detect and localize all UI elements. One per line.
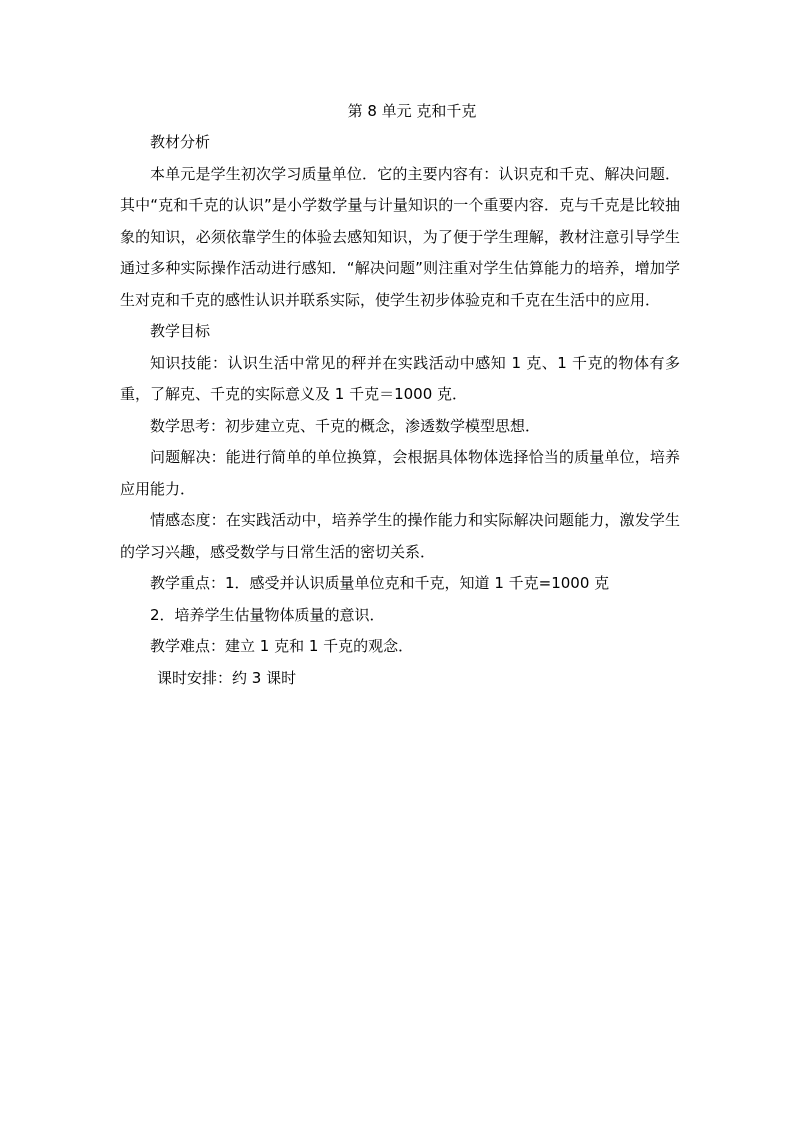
schedule: 课时安排：约 3 课时 (157, 668, 297, 687)
analysis-paragraph: 本单元是学生初次学习质量单位．它的主要内容有：认识克和千克、解决问题．其中“克和千克的认识”是小学数学量与计量知识的一个重要内容．克与千克是比较抽象的知识，必须依靠学生的体验去感知知识，为了便于学生理解，教材注意引导学生通过多种实际操作活动进行感知．“解决问题”则注重对学生估算能力的培养，增加学生对克和千克的感性认识并联系实际，使学生初步体验克和千克在生活中的应用． (120, 164, 680, 309)
goals-heading: 教学目标 (150, 322, 211, 340)
difficulty: 教学难点：建立 1 克和 1 千克的观念． (150, 637, 414, 655)
page-title: 第 8 单元 克和千克 (347, 102, 477, 120)
goal-thinking: 数学思考：初步建立克、千克的概念，渗透数学模型思想． (150, 416, 541, 435)
key-point-2: 2．培养学生估量物体质量的意识． (150, 605, 385, 624)
goal-knowledge: 知识技能：认识生活中常见的秤并在实践活动中感知 1 克、1 千克的物体有多重，了解克、千克的实际意义及 1 千克＝1000 克． (120, 353, 680, 403)
analysis-heading: 教材分析 (150, 133, 211, 151)
key-point-1: 教学重点：1．感受并认识质量单位克和千克，知道 1 千克=1000 克 (150, 574, 610, 592)
document-body (120, 127, 680, 694)
goal-emotion: 情感态度：在实践活动中，培养学生的操作能力和实际解决问题能力，激发学生的学习兴趣，感受数学与日常生活的密切关系． (120, 511, 680, 561)
goal-problem: 问题解决：能进行简单的单位换算，会根据具体物体选择恰当的质量单位，培养应用能力． (120, 448, 680, 498)
